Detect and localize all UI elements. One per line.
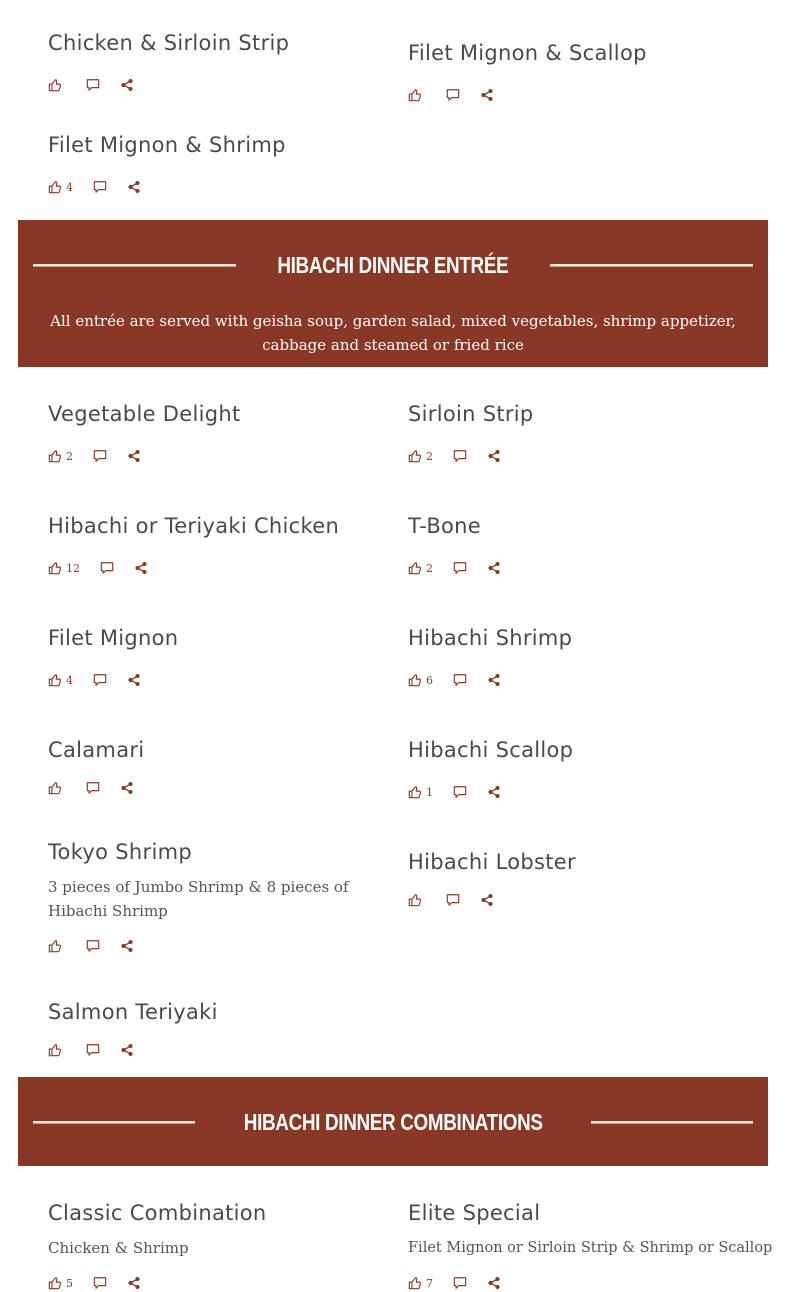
share-button[interactable]	[480, 88, 494, 102]
thumbs-up-icon	[48, 449, 62, 463]
like-count: 12	[66, 561, 80, 575]
item-actions	[48, 178, 388, 196]
like-button[interactable]	[48, 1276, 73, 1290]
comment-icon	[86, 939, 100, 953]
item-actions	[48, 779, 388, 797]
thumbs-up-icon	[408, 1276, 422, 1290]
item-actions	[48, 559, 388, 577]
menu-item	[48, 839, 388, 955]
item-name: Salmon Teriyaki	[48, 1000, 218, 1024]
comment-button[interactable]	[86, 781, 100, 795]
share-button[interactable]	[127, 180, 141, 194]
comment-button[interactable]	[93, 180, 107, 194]
menu-item	[408, 513, 748, 577]
item-actions	[408, 891, 748, 909]
share-icon	[120, 78, 134, 92]
item-name: T-Bone	[408, 514, 482, 538]
item-actions	[48, 76, 388, 94]
like-button[interactable]	[48, 561, 80, 575]
thumbs-up-icon	[48, 1276, 62, 1290]
comment-icon	[453, 449, 467, 463]
item-actions	[408, 447, 748, 465]
share-button[interactable]	[120, 78, 134, 92]
divider	[33, 1121, 195, 1124]
like-button[interactable]	[48, 939, 66, 953]
item-name: Filet Mignon	[48, 626, 179, 650]
comment-button[interactable]	[453, 561, 467, 575]
thumbs-up-icon	[48, 673, 62, 687]
item-name: Classic Combination	[48, 1201, 267, 1225]
item-name: Hibachi Scallop	[408, 738, 574, 762]
share-icon	[127, 1276, 141, 1290]
thumbs-up-icon	[408, 449, 422, 463]
divider	[591, 1121, 753, 1124]
share-icon	[487, 1276, 501, 1290]
comment-button[interactable]	[453, 673, 467, 687]
comment-button[interactable]	[100, 561, 114, 575]
item-actions	[408, 559, 748, 577]
item-name: Hibachi Shrimp	[408, 626, 573, 650]
share-icon	[487, 673, 501, 687]
like-button[interactable]	[408, 893, 426, 907]
menu-item	[408, 625, 748, 689]
like-button[interactable]	[408, 785, 433, 799]
share-button[interactable]	[487, 561, 501, 575]
like-button[interactable]	[48, 781, 66, 795]
thumbs-up-icon	[48, 939, 62, 953]
comment-button[interactable]	[93, 449, 107, 463]
menu-item	[48, 401, 388, 465]
like-count: 2	[66, 449, 73, 463]
like-button[interactable]	[48, 78, 66, 92]
like-button[interactable]	[408, 561, 433, 575]
share-icon	[487, 561, 501, 575]
comment-button[interactable]	[93, 673, 107, 687]
section-banner	[18, 1077, 768, 1166]
like-button[interactable]	[408, 1276, 433, 1290]
like-count: 7	[426, 1276, 433, 1290]
menu-item	[408, 1200, 773, 1292]
comment-button[interactable]	[86, 1043, 100, 1057]
section-title: HIBACHI DINNER ENTRÉE	[277, 252, 509, 278]
comment-icon	[453, 1276, 467, 1290]
share-button[interactable]	[134, 561, 148, 575]
comment-icon	[453, 785, 467, 799]
share-icon	[480, 88, 494, 102]
share-button[interactable]	[127, 673, 141, 687]
share-icon	[127, 673, 141, 687]
share-icon	[480, 893, 494, 907]
divider	[550, 264, 753, 267]
comment-button[interactable]	[446, 893, 460, 907]
like-button[interactable]	[408, 449, 433, 463]
like-count: 1	[426, 785, 433, 799]
section-banner	[18, 220, 768, 367]
menu-item	[408, 40, 748, 104]
comment-button[interactable]	[93, 1276, 107, 1290]
section-header	[18, 252, 768, 279]
like-button[interactable]	[408, 88, 426, 102]
comment-icon	[100, 561, 114, 575]
item-actions	[408, 86, 748, 104]
like-count: 2	[426, 449, 433, 463]
comment-icon	[446, 88, 460, 102]
share-button[interactable]	[487, 785, 501, 799]
share-button[interactable]	[120, 939, 134, 953]
share-button[interactable]	[127, 1276, 141, 1290]
menu-item	[48, 625, 388, 689]
share-icon	[127, 180, 141, 194]
thumbs-up-icon	[408, 561, 422, 575]
like-count: 4	[66, 673, 73, 687]
item-name: Sirloin Strip	[408, 402, 534, 426]
share-icon	[134, 561, 148, 575]
item-name: Filet Mignon & Shrimp	[48, 133, 286, 157]
comment-button[interactable]	[453, 449, 467, 463]
item-name: Vegetable Delight	[48, 402, 241, 426]
item-actions	[48, 671, 388, 689]
item-name: Tokyo Shrimp	[48, 840, 192, 864]
menu-item	[408, 401, 748, 465]
item-actions	[48, 1274, 388, 1292]
item-name: Hibachi Lobster	[408, 850, 576, 874]
menu-item	[48, 999, 388, 1059]
like-button[interactable]	[408, 673, 433, 687]
thumbs-up-icon	[48, 180, 62, 194]
thumbs-up-icon	[48, 561, 62, 575]
item-name: Hibachi or Teriyaki Chicken	[48, 514, 340, 538]
thumbs-up-icon	[48, 1043, 62, 1057]
share-icon	[120, 939, 134, 953]
item-actions	[408, 671, 748, 689]
like-button[interactable]	[48, 1043, 66, 1057]
divider	[33, 264, 236, 267]
share-button[interactable]	[487, 449, 501, 463]
comment-button[interactable]	[86, 939, 100, 953]
like-count: 2	[426, 561, 433, 575]
share-button[interactable]	[480, 893, 494, 907]
item-name: Elite Special	[408, 1201, 541, 1225]
thumbs-up-icon	[48, 78, 62, 92]
like-button[interactable]	[48, 449, 73, 463]
item-actions	[48, 1041, 388, 1059]
item-description: Chicken & Shrimp	[48, 1239, 189, 1257]
comment-icon	[453, 673, 467, 687]
item-actions	[408, 1274, 768, 1292]
comment-button[interactable]	[446, 88, 460, 102]
comment-icon	[86, 78, 100, 92]
comment-button[interactable]	[86, 78, 100, 92]
share-button[interactable]	[120, 1043, 134, 1057]
item-description: Filet Mignon or Sirloin Strip & Shrimp or Scallop	[408, 1240, 773, 1256]
section-description: All entrée are served with geisha soup, garden salad, mixed vegetables, shrimp appetizer, cabbage and steamed or fried rice	[50, 312, 736, 354]
section-title: HIBACHI DINNER COMBINATIONS	[243, 1109, 543, 1135]
item-actions	[48, 447, 388, 465]
like-count: 6	[426, 673, 433, 687]
share-icon	[127, 449, 141, 463]
comment-icon	[446, 893, 460, 907]
share-button[interactable]	[487, 1276, 501, 1290]
thumbs-up-icon	[408, 88, 422, 102]
like-count: 5	[66, 1276, 73, 1290]
item-actions	[48, 937, 388, 955]
comment-icon	[93, 180, 107, 194]
section-header	[18, 1109, 768, 1136]
thumbs-up-icon	[408, 673, 422, 687]
item-name: Filet Mignon & Scallop	[408, 41, 647, 65]
thumbs-up-icon	[408, 893, 422, 907]
share-button[interactable]	[127, 449, 141, 463]
comment-icon	[93, 449, 107, 463]
share-icon	[120, 1043, 134, 1057]
menu-item	[48, 737, 388, 797]
like-count: 4	[66, 180, 73, 194]
comment-icon	[86, 1043, 100, 1057]
share-button[interactable]	[120, 781, 134, 795]
menu-item	[48, 132, 388, 196]
comment-icon	[93, 673, 107, 687]
like-button[interactable]	[48, 673, 73, 687]
share-icon	[487, 785, 501, 799]
menu-item	[48, 1200, 388, 1292]
menu-item	[408, 849, 748, 909]
comment-icon	[93, 1276, 107, 1290]
item-actions	[408, 783, 748, 801]
menu-item	[48, 30, 388, 94]
item-name: Calamari	[48, 738, 145, 762]
share-icon	[487, 449, 501, 463]
comment-icon	[86, 781, 100, 795]
comment-icon	[453, 561, 467, 575]
comment-button[interactable]	[453, 1276, 467, 1290]
share-icon	[120, 781, 134, 795]
item-description: 3 pieces of Jumbo Shrimp & 8 pieces of Hibachi Shrimp	[48, 878, 349, 920]
thumbs-up-icon	[48, 781, 62, 795]
like-button[interactable]	[48, 180, 73, 194]
menu-item	[48, 513, 388, 577]
comment-button[interactable]	[453, 785, 467, 799]
share-button[interactable]	[487, 673, 501, 687]
item-name: Chicken & Sirloin Strip	[48, 31, 290, 55]
thumbs-up-icon	[408, 785, 422, 799]
menu-item	[408, 737, 748, 801]
